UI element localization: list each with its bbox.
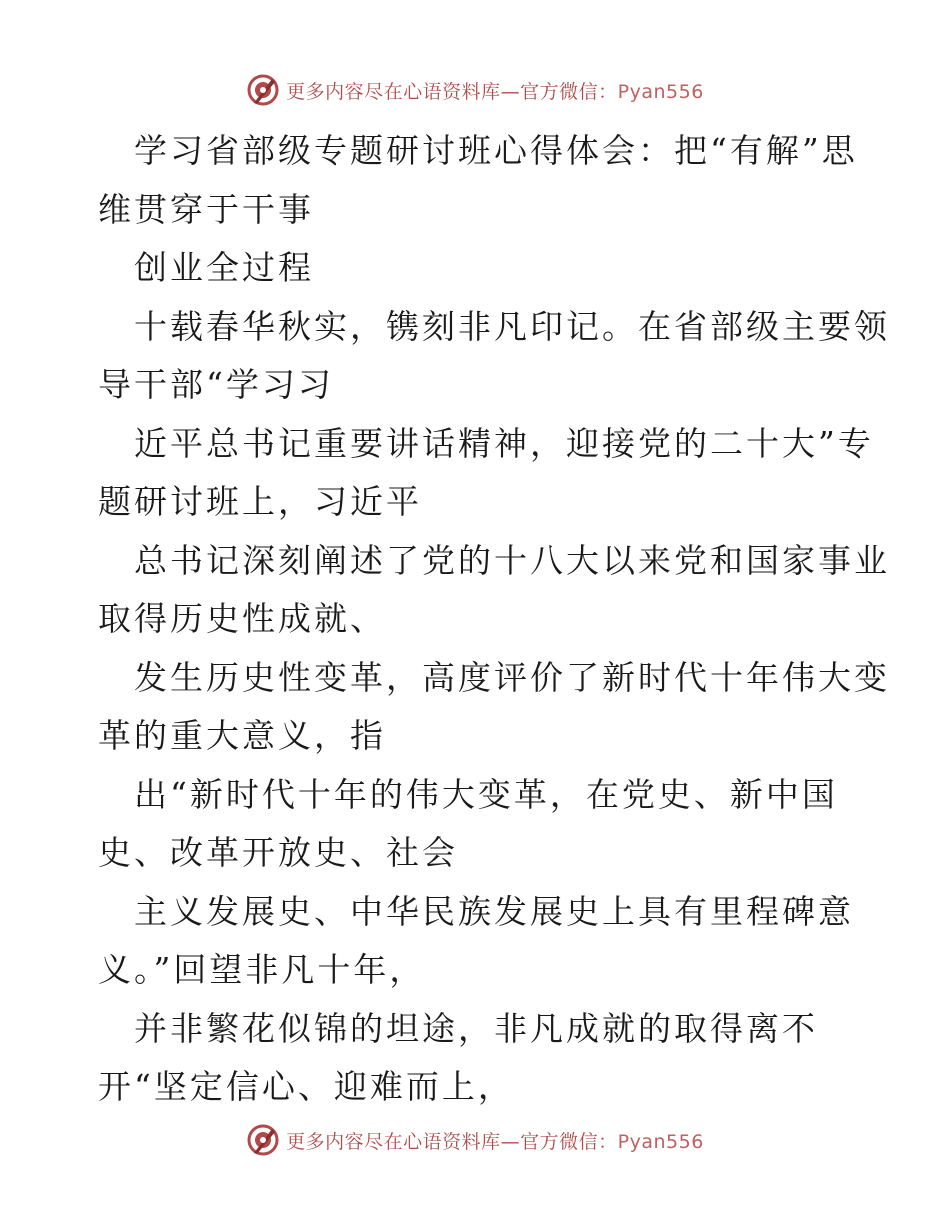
- header-site-text: 更多内容尽在心语资料库—官方微信：: [286, 80, 618, 103]
- text-line: 主义发展史、中华民族发展史上具有里程碑意: [134, 891, 854, 931]
- text-line: 并非繁花似锦的坦途，非凡成就的取得离不: [134, 1008, 818, 1048]
- quill-logo-icon: [246, 1123, 280, 1157]
- text-line: 学习省部级专题研讨班心得体会：把“有解”思: [134, 131, 858, 170]
- text-line: 题研讨班上，习近平: [98, 482, 422, 521]
- header-wechat-id: Pyan556: [617, 80, 704, 103]
- text-line: 导干部“学习习: [98, 365, 334, 404]
- text-line: 出“新时代十年的伟大变革，在党史、新中国: [134, 774, 838, 814]
- text-line: 发生历史性变革，高度评价了新时代十年伟大变: [134, 657, 890, 697]
- text-line: 维贯穿于干事: [98, 189, 314, 229]
- quill-logo-icon: [246, 73, 280, 107]
- text-line: 取得历史性成就、: [98, 599, 386, 638]
- header-banner: [0, 70, 950, 110]
- footer-banner: [0, 1120, 950, 1160]
- footer-wechat-id: Pyan556: [617, 1130, 704, 1153]
- text-line: 义。”回望非凡十年，: [98, 950, 426, 989]
- text-line: 创业全过程: [134, 248, 314, 287]
- footer-site-text: 更多内容尽在心语资料库—官方微信：: [286, 1130, 618, 1153]
- header-banner-text: [286, 77, 704, 104]
- footer-banner-text: [286, 1127, 704, 1154]
- text-line: 史、改革开放史、社会: [98, 833, 458, 872]
- text-line: 革的重大意义，指: [98, 716, 386, 755]
- text-line: 近平总书记重要讲话精神，迎接党的二十大”专: [134, 423, 874, 463]
- text-line: 总书记深刻阐述了党的十八大以来党和国家事业: [134, 540, 890, 580]
- text-line: 开“坚定信心、迎难而上，: [98, 1067, 514, 1106]
- text-line: 十载春华秋实，镌刻非凡印记。在省部级主要领: [134, 306, 890, 346]
- document-body: [98, 122, 890, 1117]
